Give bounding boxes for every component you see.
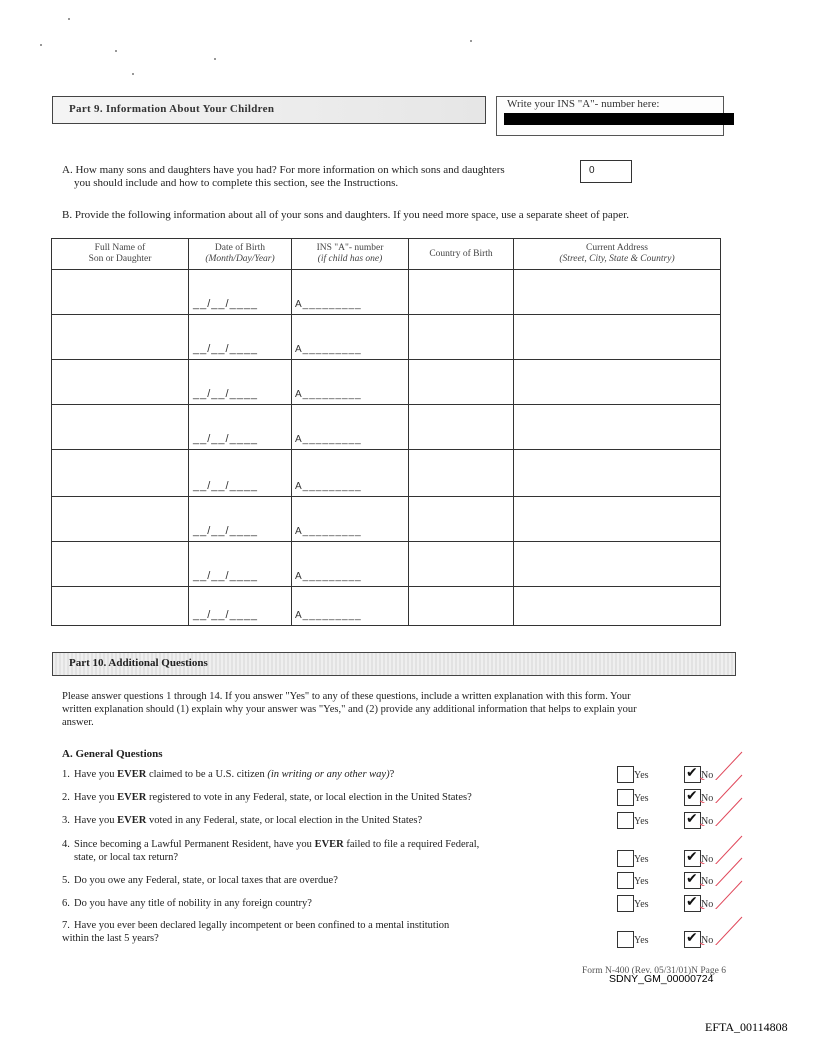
yes-label: Yes [634,816,649,827]
a-prefix: A [295,299,303,310]
question-text [62,919,582,932]
question-text-part: 4. [62,839,70,850]
yes-checkbox[interactable] [617,895,634,912]
dob-placeholder: __/__/____ [193,433,259,445]
question-6 [62,897,582,910]
question-text-part: EVER [117,815,147,826]
child-address-cell[interactable] [514,497,721,542]
a-prefix: A [295,344,303,355]
dob-placeholder: __/__/____ [193,480,259,492]
question-2 [62,791,582,804]
child-dob-cell[interactable] [189,450,292,497]
child-address-cell[interactable] [514,587,721,626]
child-address-cell[interactable] [514,542,721,587]
col-header-country: Country of Birth [409,239,514,270]
yes-label: Yes [634,793,649,804]
ins-number-label: Write your INS "A"- number here: [507,98,660,110]
table-row [52,450,721,497]
question-text-part: 2. [62,792,70,803]
question-b: B. Provide the following information about all of your sons and daughters. If you need more space, use a separate sheet of paper. [62,209,629,221]
a-number-prefix [295,610,362,621]
child-country-cell[interactable] [409,270,514,315]
a-number-prefix [295,389,362,400]
check-icon: ✔ [686,788,698,804]
yes-label: Yes [634,935,649,946]
question-text-part: registered to vote in any Federal, state, or local election in the United States? [146,792,472,803]
a-blank: _________ [302,434,362,445]
child-a-number-cell[interactable] [292,405,409,450]
question-text-cont: within the last 5 years? [62,933,159,944]
dob-placeholder: __/__/____ [193,298,259,310]
no-label: No [701,854,714,865]
a-prefix: A [295,481,303,492]
a-number-prefix [295,299,362,310]
dob-placeholder: __/__/____ [193,570,259,582]
child-a-number-cell[interactable] [292,587,409,626]
scan-speck [115,50,117,52]
question-a-line1: A. How many sons and daughters have you had? For more information on which sons and daughters [62,164,505,176]
question-text-part: 1. [62,769,70,780]
no-label: No [701,899,714,910]
child-address-cell[interactable] [514,360,721,405]
yes-checkbox[interactable] [617,931,634,948]
child-country-cell[interactable] [409,587,514,626]
child-dob-cell[interactable] [189,587,292,626]
dob-placeholder: __/__/____ [193,609,259,621]
question-text-part: failed to file a required Federal, [343,839,480,850]
table-row [52,497,721,542]
children-count-value: 0 [589,165,595,176]
part10-intro-line2: written explanation should (1) explain why your answer was "Yes," and (2) provide any additional information that helps to explain your [62,704,637,715]
yes-checkbox[interactable] [617,789,634,806]
child-country-cell[interactable] [409,405,514,450]
child-country-cell[interactable] [409,450,514,497]
scan-speck [214,58,216,60]
child-address-cell[interactable] [514,315,721,360]
question-7 [62,919,582,945]
child-name-cell[interactable] [52,542,189,587]
child-a-number-cell[interactable] [292,270,409,315]
scan-speck [40,44,42,46]
col-header-address: Current Address (Street, City, State & Country) [514,239,721,270]
part10-intro [62,690,742,729]
check-icon: ✔ [686,894,698,910]
no-label: No [701,876,714,887]
child-address-cell[interactable] [514,270,721,315]
scan-speck [470,40,472,42]
a-prefix: A [295,389,303,400]
part10-intro-line3: answer. [62,717,94,728]
child-address-cell[interactable] [514,405,721,450]
a-prefix: A [295,571,303,582]
red-stroke [700,881,742,909]
part10-header [52,652,736,676]
a-blank: _________ [302,610,362,621]
child-a-number-cell[interactable] [292,360,409,405]
general-questions-heading: A. General Questions [62,748,163,760]
question-text-part: Do you have any title of nobility in any foreign country? [74,898,312,909]
a-blank: _________ [302,299,362,310]
a-blank: _________ [302,389,362,400]
question-a [62,164,572,190]
question-text-part: 3. [62,815,70,826]
question-text-part: Have you [74,792,118,803]
question-text-part: 5. [62,875,70,886]
check-icon: ✔ [686,871,698,887]
part9-header [52,96,486,124]
child-dob-cell[interactable] [189,270,292,315]
no-label: No [701,770,714,781]
children-table [51,238,721,626]
question-text-part: Since becoming a Lawful Permanent Resident, have you [74,839,315,850]
child-dob-cell[interactable] [189,405,292,450]
question-text [62,768,582,781]
question-text-part: Have you [74,769,118,780]
child-country-cell[interactable] [409,360,514,405]
scan-speck [68,18,70,20]
table-header-row [52,239,721,270]
scan-speck [132,73,134,75]
question-5 [62,874,582,887]
red-review-check-icon [692,873,752,909]
child-name-cell[interactable] [52,270,189,315]
question-text-part: (in writing or any other way) [267,769,390,780]
child-a-number-cell[interactable] [292,497,409,542]
child-a-number-cell[interactable] [292,315,409,360]
question-3 [62,814,582,827]
table-row [52,542,721,587]
col-header-a-number: INS "A"- number (if child has one) [292,239,409,270]
check-icon: ✔ [686,849,698,865]
table-row [52,405,721,450]
question-a-line2: you should include and how to complete this section, see the Instructions. [74,177,399,189]
a-blank: _________ [302,344,362,355]
child-a-number-cell[interactable] [292,450,409,497]
form-label: Form N-400 (Rev. 05/31/01)N Page 6 [582,966,726,976]
child-country-cell[interactable] [409,497,514,542]
a-prefix: A [295,526,303,537]
part10-intro-line1: Please answer questions 1 through 14. If you answer "Yes" to any of these questions, include a written explanation with this form. Your [62,691,631,702]
dob-placeholder: __/__/____ [193,388,259,400]
yes-checkbox[interactable] [617,850,634,867]
table-row [52,315,721,360]
question-text-part: Have you ever been declared legally incompetent or been confined to a mental institution [74,920,450,931]
child-name-cell[interactable] [52,450,189,497]
no-label: No [701,935,714,946]
no-label: No [701,816,714,827]
question-text-part: 6. [62,898,70,909]
child-address-cell[interactable] [514,450,721,497]
a-blank: _________ [302,526,362,537]
question-text-part: EVER [117,792,147,803]
part10-title: Part 10. Additional Questions [69,657,208,669]
col-header-dob: Date of Birth (Month/Day/Year) [189,239,292,270]
red-review-check-icon [692,909,752,945]
child-name-cell[interactable] [52,405,189,450]
table-row [52,360,721,405]
question-text-part: EVER [117,769,147,780]
question-text-cont: state, or local tax return? [74,852,179,863]
question-text-part: claimed to be a U.S. citizen [146,769,268,780]
a-number-prefix [295,526,362,537]
a-number-prefix [295,481,362,492]
child-dob-cell[interactable] [189,360,292,405]
a-blank: _________ [302,481,362,492]
question-text-part: Do you owe any Federal, state, or local taxes that are overdue? [74,875,338,886]
yes-label: Yes [634,770,649,781]
a-number-prefix [295,571,362,582]
redaction-bar [504,113,734,125]
children-count-field[interactable] [580,160,632,183]
child-dob-cell[interactable] [189,497,292,542]
dob-placeholder: __/__/____ [193,525,259,537]
a-prefix: A [295,610,303,621]
table-row [52,270,721,315]
question-1 [62,768,582,781]
child-country-cell[interactable] [409,315,514,360]
col-header-name: Full Name of Son or Daughter [52,239,189,270]
child-name-cell[interactable] [52,587,189,626]
table-row [52,587,721,626]
check-icon: ✔ [686,930,698,946]
question-text [62,874,582,887]
a-prefix: A [295,434,303,445]
question-text-part: ? [389,769,395,780]
efta-number: EFTA_00114808 [705,1020,788,1034]
no-label: No [701,793,714,804]
child-name-cell[interactable] [52,315,189,360]
question-text [62,897,582,910]
yes-checkbox[interactable] [617,812,634,829]
a-number-prefix [295,434,362,445]
child-name-cell[interactable] [52,497,189,542]
a-number-prefix [295,344,362,355]
part9-title: Part 9. Information About Your Children [69,103,275,115]
check-icon: ✔ [686,765,698,781]
child-dob-cell[interactable] [189,315,292,360]
red-stroke [700,917,742,945]
child-a-number-cell[interactable] [292,542,409,587]
question-text [62,791,582,804]
red-review-check-icon [692,790,752,826]
red-stroke [700,798,742,826]
yes-label: Yes [634,899,649,910]
question-text-part: Have you [74,815,118,826]
question-text-part: EVER [314,839,344,850]
yes-label: Yes [634,854,649,865]
bates-number: SDNY_GM_00000724 [609,973,714,985]
a-blank: _________ [302,571,362,582]
question-text-part: voted in any Federal, state, or local election in the United States? [146,815,423,826]
question-4 [62,838,582,864]
question-text [62,838,582,851]
question-text-part: 7. [62,920,70,931]
question-text [62,814,582,827]
dob-placeholder: __/__/____ [193,343,259,355]
yes-checkbox[interactable] [617,766,634,783]
check-icon: ✔ [686,811,698,827]
yes-checkbox[interactable] [617,872,634,889]
child-country-cell[interactable] [409,542,514,587]
yes-label: Yes [634,876,649,887]
child-name-cell[interactable] [52,360,189,405]
child-dob-cell[interactable] [189,542,292,587]
